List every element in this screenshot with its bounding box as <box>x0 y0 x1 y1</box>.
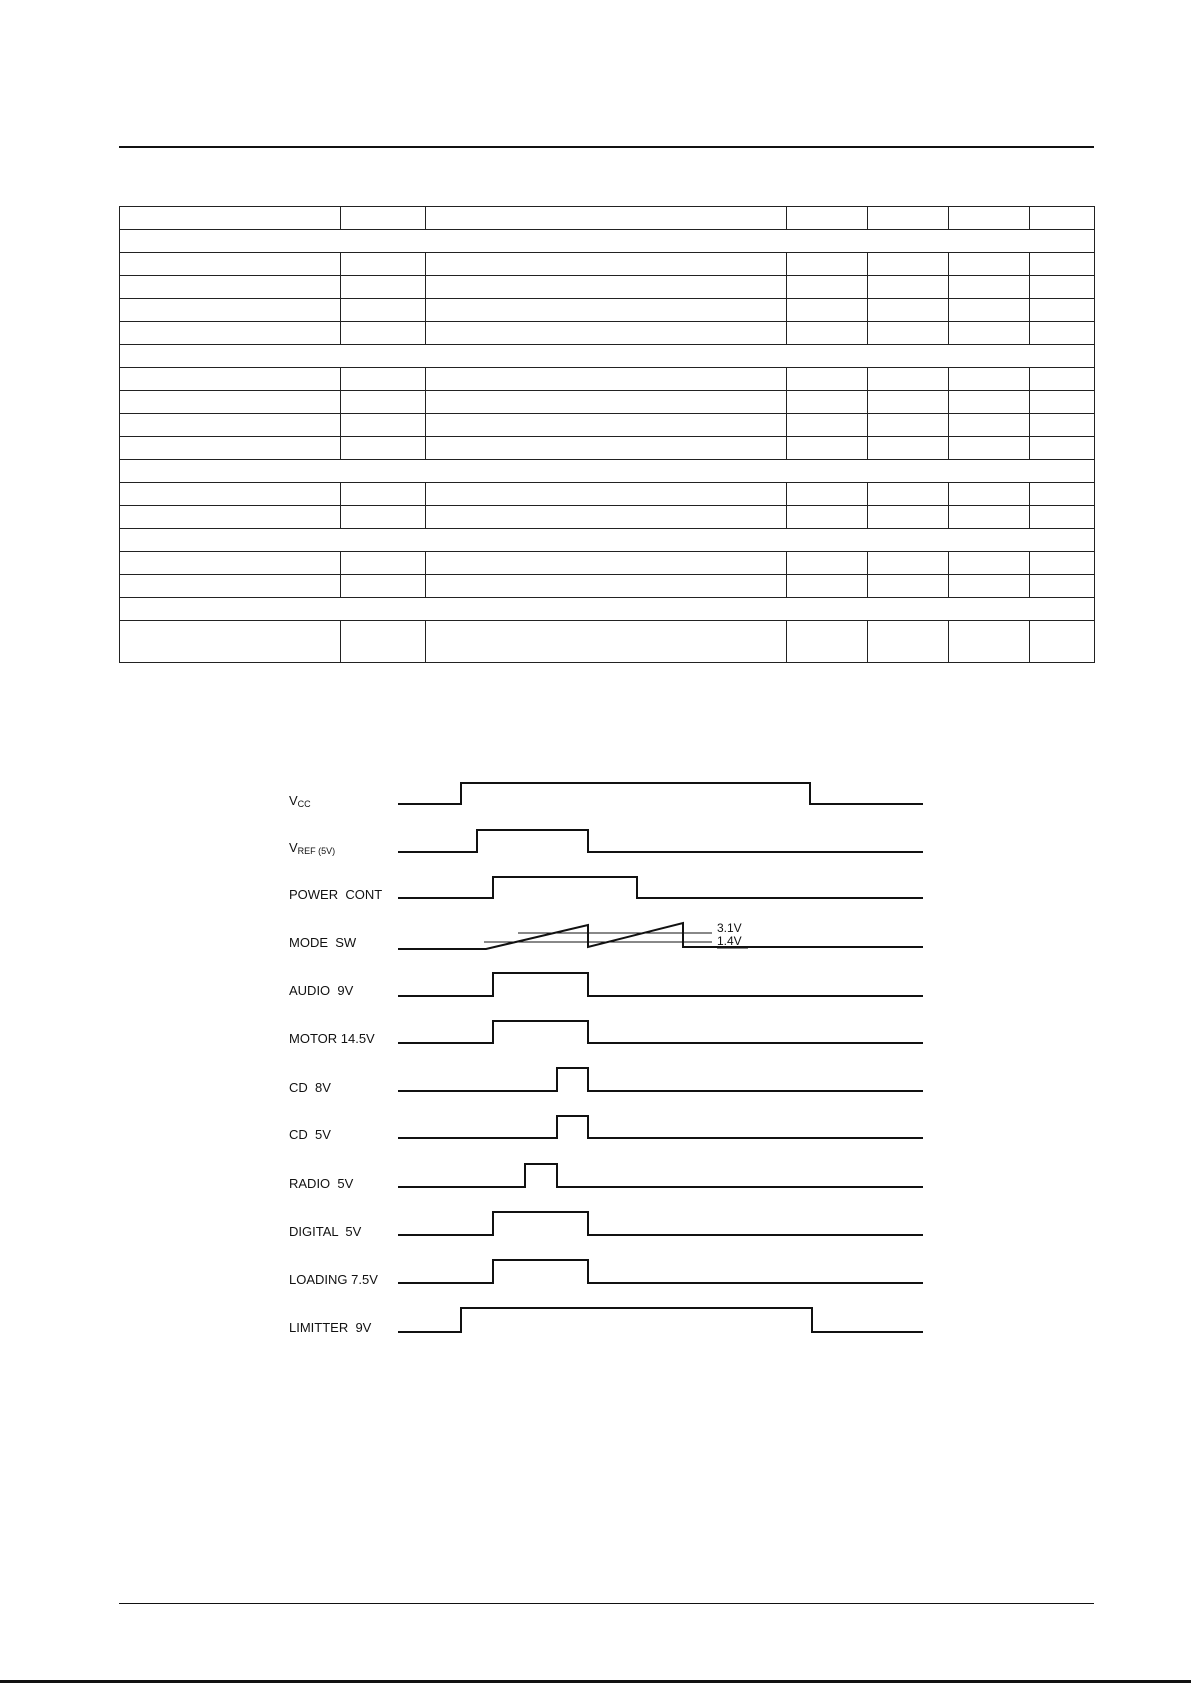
cd-5v-label <box>289 1127 331 1142</box>
digital-5v-waveform <box>398 1212 923 1235</box>
loading-7-5v-label-text: LOADING 7.5V <box>289 1272 378 1287</box>
vref-label-subscript: REF (5V) <box>297 846 336 856</box>
mode-sw-thresholds <box>484 921 748 948</box>
power-cont-label-text: POWER CONT <box>289 887 383 902</box>
motor-14-5v-waveform <box>398 1021 923 1043</box>
vref-label-text: V <box>289 840 298 855</box>
mode-sw-waveform <box>398 923 923 949</box>
vref-label <box>289 840 335 856</box>
footer-rule <box>119 1603 1094 1604</box>
vcc-label-text: V <box>289 793 298 808</box>
power-cont-label <box>289 887 382 902</box>
loading-7-5v-waveform <box>398 1260 923 1283</box>
digital-5v-label-text: DIGITAL 5V <box>289 1224 362 1239</box>
limitter-9v-label-text: LIMITTER 9V <box>289 1320 372 1335</box>
cd-8v-label-text: CD 8V <box>289 1080 331 1095</box>
motor-14-5v-label <box>289 1031 375 1046</box>
cd-5v-label-text: CD 5V <box>289 1127 331 1142</box>
signal-waveforms <box>398 783 923 1332</box>
vcc-label <box>289 793 311 809</box>
mode-sw-label-text: MODE SW <box>289 935 357 950</box>
audio-9v-waveform <box>398 973 923 996</box>
cd-8v-waveform <box>398 1068 923 1091</box>
radio-5v-label-text: RADIO 5V <box>289 1176 354 1191</box>
mode-sw-label <box>289 935 357 950</box>
audio-9v-label-text: AUDIO 9V <box>289 983 354 998</box>
threshold-3-1v-label: 3.1V <box>717 921 742 935</box>
limitter-9v-waveform <box>398 1308 923 1332</box>
vcc-label-subscript: CC <box>297 799 311 809</box>
threshold-1-4v-label: 1.4V <box>717 934 742 948</box>
limitter-9v-label <box>289 1320 372 1335</box>
digital-5v-label <box>289 1224 362 1239</box>
power-cont-waveform <box>398 877 923 898</box>
audio-9v-label <box>289 983 354 998</box>
loading-7-5v-label <box>289 1272 378 1287</box>
cd-5v-waveform <box>398 1116 923 1138</box>
radio-5v-label <box>289 1176 354 1191</box>
radio-5v-waveform <box>398 1164 923 1187</box>
cd-8v-label <box>289 1080 331 1095</box>
signal-labels <box>289 793 382 1335</box>
vcc-waveform <box>398 783 923 804</box>
motor-14-5v-label-text: MOTOR 14.5V <box>289 1031 375 1046</box>
vref-waveform <box>398 830 923 852</box>
